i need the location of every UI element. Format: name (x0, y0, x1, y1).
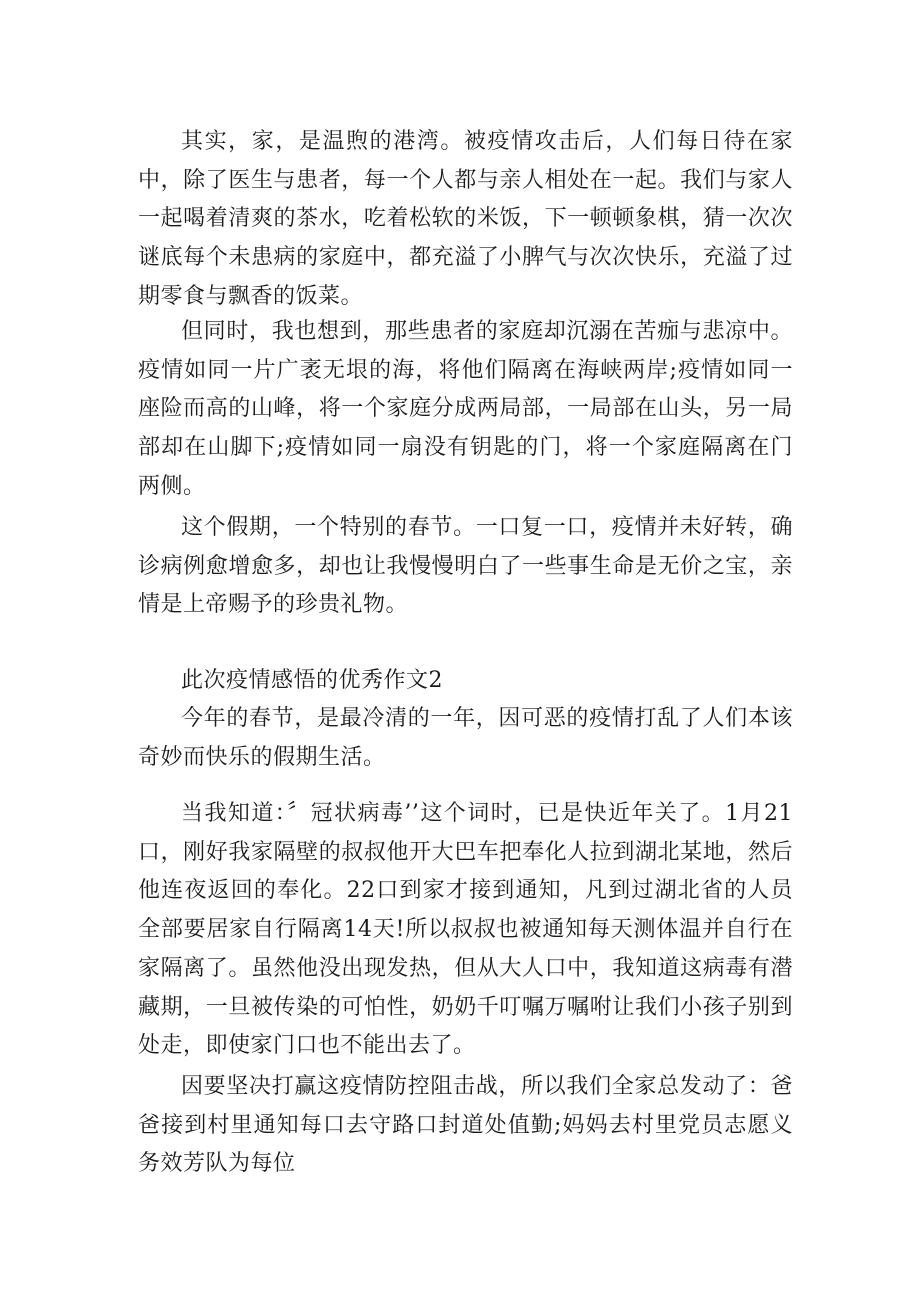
paragraph-6: 因要坚决打赢这疫情防控阻击战，所以我们全家总发动了：爸爸接到村里通知每口去守路口封道处值勤;妈妈去村里党员志愿义务效芳队为每位 (138, 1074, 793, 1177)
paragraph-5: 当我知道：〞冠状病毒’’这个词时，已是快近年关了。1月21口，刚好我家隔壁的叔叔他开大巴车把奉化人拉到湖北某地，然后他连夜返回的奉化。22口到家才接到通知，凡到过湖北省的人员全部要居家自行隔离14天!所以叔叔也被通知每天测体温并自行在家隔离了。虽然他没出现发热，但从大人口中，我知道这病毒有潜藏期，一旦被传染的可怕性，奶奶千叮嘱万嘱咐让我们小孩子别到处走，即使家门口也不能出去了。 (138, 801, 793, 1059)
paragraph-3: 这个假期，一个特别的春节。一口复一口，疫情并未好转，确诊病例愈增愈多，却也让我慢慢明白了一些事生命是无价之宝，亲情是上帝赐予的珍贵礼物。 (138, 515, 793, 618)
paragraph-1: 其实，家，是温煦的港湾。被疫情攻击后，人们每日待在家中，除了医生与患者，每一个人都与亲人相处在一起。我们与家人一起喝着清爽的茶水，吃着松软的米饭，下一顿顿象棋，猜一次次谜底每个未患病的家庭中，都充溢了小脾气与次次快乐，充溢了过期零食与飘香的饭菜。 (138, 129, 793, 309)
paragraph-2: 但同时，我也想到，那些患者的家庭却沉溺在苦痂与悲凉中。疫情如同一片广袤无垠的海，将他们隔离在海峡两岸;疫情如同一座险而高的山峰，将一个家庭分成两局部，一局部在山头，另一局部却在山脚下;疫情如同一扇没有钥匙的门，将一个家庭隔离在门两侧。 (138, 319, 793, 499)
essay-heading: 此次疫情感悟的优秀作文2 (181, 668, 443, 693)
paragraph-4: 今年的春节，是最冷清的一年，因可恶的疫情打乱了人们本该奇妙而快乐的假期生活。 (138, 706, 793, 770)
